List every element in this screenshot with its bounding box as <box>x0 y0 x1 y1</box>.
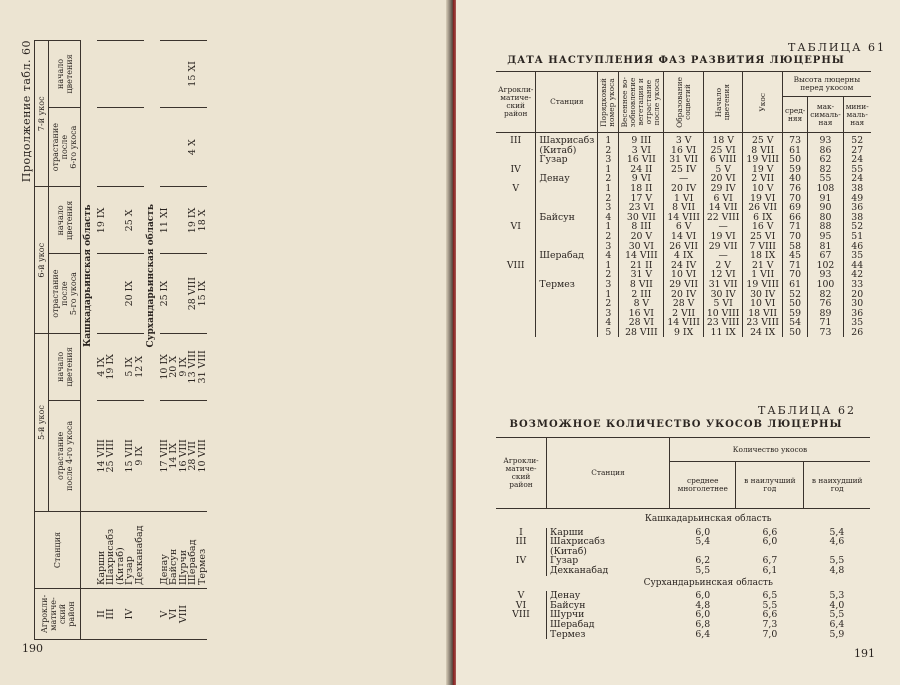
header-cut-count: Количество укосов <box>670 438 871 462</box>
table-61-label: ТАБЛИЦА 61 <box>788 41 886 54</box>
table-row: II III IV Карши Шахрисабз (Китаб) Гузар Дехканабад 14 VIII 25 VIII 15 VIII 9 IX 4 IX 19 IX 5 IX 12 X 20 IX 19 IX 25 X <box>97 41 145 640</box>
table-caption: Продолжение табл. 60 <box>20 40 33 183</box>
header-region: Агрокли- матиче- ский район <box>35 589 81 640</box>
col-mean: 73 61 50 59 40 76 70 69 66 71 70 58 45 71 70 61 52 50 59 54 50 <box>782 133 807 338</box>
header-flowering5: начало цветения <box>49 333 81 400</box>
header-min: мини- маль- ная <box>843 97 871 133</box>
header-cut5: 5-й укос <box>35 333 49 511</box>
table-62-title: ВОЗМОЖНОЕ КОЛИЧЕСТВО УКОСОВ ЛЮЦЕРНЫ <box>509 419 843 430</box>
region-row: Сурхандарьинская область <box>643 577 773 588</box>
header-station: Станция <box>547 438 670 509</box>
col-flowering: 18 V 25 VI 6 VIII 5 V 20 VI 29 IV 6 VI 14 VII 22 VIII — 19 VI 29 VII — 2 V 12 VI 31 VII 30 IV 5 VI 10 VIII 23 VIII 11 IX <box>703 133 743 338</box>
table-62-label: ТАБЛИЦА 62 <box>758 404 856 417</box>
region-row: Кашкадарьинская область <box>644 514 772 524</box>
col-max: 93 86 62 82 55 108 91 90 80 88 95 81 67 102 93 100 82 76 89 71 73 <box>808 133 843 338</box>
header-cut: Укос <box>743 72 783 133</box>
header-inflorescence: Образование соцветий <box>664 72 704 133</box>
header-cut7: 7-й укос <box>35 41 49 188</box>
col-spring: 9 III 3 VI 16 VII 24 II 9 VI 18 II 17 V 23 VI 30 VII 8 III 20 V 30 VI 14 VIII 21 II 31 V 8 VII 2 III 8 V 16 VI 28 VI 28 VIII <box>619 133 664 338</box>
header-station: Станция <box>536 72 598 133</box>
header-flowering7: начало цветения <box>49 41 81 108</box>
header-station: Станция <box>35 512 81 589</box>
table-60-continued <box>20 28 440 640</box>
table-row: I III IV Карши Шахрисабз (Китаб) Гузар Дехканабад 6,0 5,4 6,2 5,5 6,6 6,0 6,7 6,1 5,4 4,6 5,5 4,8 <box>515 526 845 576</box>
header-max: мак- сималь- ная <box>808 97 843 133</box>
col-number: 1 2 3 1 2 1 2 3 4 1 2 3 4 1 2 3 1 2 3 4 5 <box>598 133 619 338</box>
col-cut: 25 V 8 VII 19 VIII 19 V 2 VII 10 V 19 VI 26 VII 6 IX 16 V 25 VI 7 VIII 18 IX 21 V 1 VII 19 VIII 30 IV 10 VI 18 VII 23 VIII 24 IX <box>743 133 783 338</box>
header-region: Агрокли- матиче- ский район <box>496 72 536 133</box>
header-average: среднее многолетнее <box>670 462 736 509</box>
header-cut6: 6-й укос <box>35 187 49 333</box>
col-station: Шахрисабз (Китаб) Гузар Денау Байсун Шерабад Термез <box>536 133 598 338</box>
col-min: 52 27 24 55 24 38 49 36 38 52 51 46 35 44 42 33 20 30 36 35 26 <box>843 133 871 338</box>
header-mean: сред- няя <box>782 97 807 133</box>
header-height: Высота люцерны перед укосом <box>782 72 870 97</box>
table-row: V VI VIII Денау Байсун Шурчи Шерабад Термез 17 VIII 14 IX 16 VIII 28 VII 10 VIII 10 IX 20 X 9 IX 13 VIII 31 VIII 25 IX 28 VIII 15 IX 11 XI 19 IX 18 X 4 X 15 XI <box>160 41 208 640</box>
header-regrowth6: отрастание после 6-го укоса <box>49 107 81 187</box>
right-page <box>456 0 900 685</box>
page-number: 190 <box>22 642 43 655</box>
col-region: III IV V VI VIII <box>506 135 525 271</box>
table-body <box>496 133 871 338</box>
table-60 <box>34 40 207 640</box>
table-row: V VI VIII Денау Байсун Шурчи Шерабад Термез 6,0 4,8 6,0 6,8 6,4 6,5 5,5 6,6 7,3 7,0 5,3 4,0 5,5 6,4 5,9 <box>512 590 845 640</box>
page-number: 191 <box>854 647 875 660</box>
header-flowering: Начало цветения <box>703 72 743 133</box>
table-62 <box>496 437 870 639</box>
header-best-year: в наилучший год <box>736 462 804 509</box>
header-region: Агрокли- матиче- ский район <box>496 438 547 509</box>
header-flowering6: начало цветения <box>49 187 81 254</box>
table-61-title: ДАТА НАСТУПЛЕНИЯ ФАЗ РАЗВИТИЯ ЛЮЦЕРНЫ <box>507 55 845 66</box>
header-cut-number: Порядковый номер укоса <box>598 72 619 133</box>
header-spring-growth: Весеннее во- зобновление вегетации и отрастание после укоса <box>619 72 664 133</box>
header-worst-year: в наихудший год <box>804 462 870 509</box>
header-regrowth4: отрастание после 4-го укоса <box>49 400 81 511</box>
rotated-table-area <box>20 28 440 640</box>
col-buds: 3 V 16 VI 31 VII 25 IV — 20 IV 1 VI 8 VII 14 VIII 6 V 14 VI 26 VII 4 IX 24 IV 10 VI 29 VII 20 IV 28 V 2 VII 14 VIII 9 IX <box>664 133 704 338</box>
table-61 <box>496 71 871 337</box>
region-row: Сурхандарьинская область <box>144 41 160 640</box>
header-regrowth5: отрастание после 5-го укоса <box>49 254 81 334</box>
region-row: Кашкадарьинская область <box>81 41 97 640</box>
